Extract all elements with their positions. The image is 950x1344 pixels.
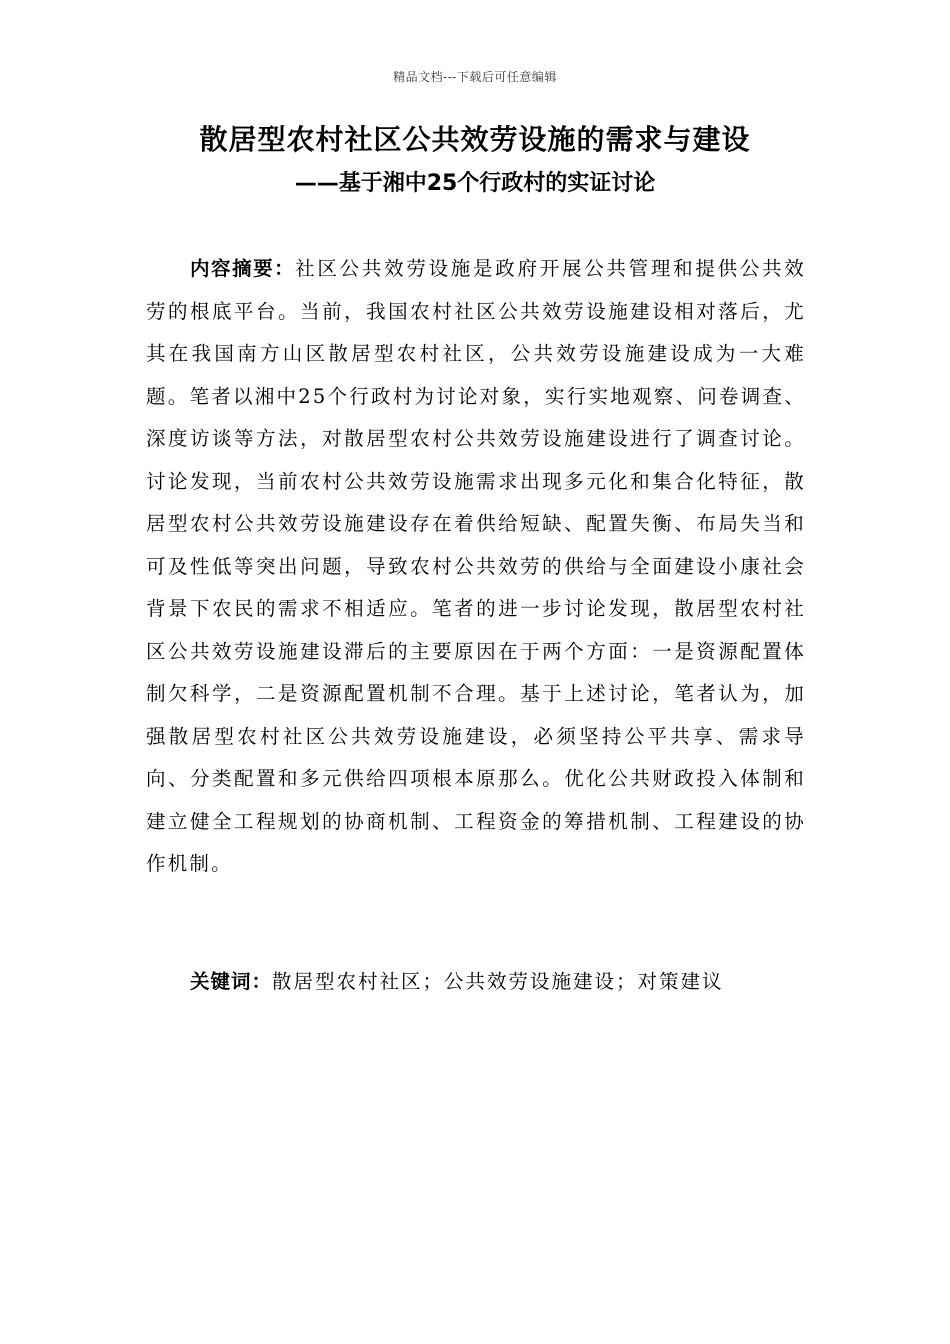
abstract-text: 社区公共效劳设施是政府开展公共管理和提供公共效劳的根底平台。当前，我国农村社区公共效劳设施建设相对落后，尤其在我国南方山区散居型农村社区，公共效劳设施建设成为一大难题。笔者以湘中25个行政村为讨论对象，实行实地观察、问卷调查、深度访谈等方法，对散居型农村公共效劳设施建设进行了调查讨论。讨论发现，当前农村公共效劳设施需求出现多元化和集合化特征，散居型农村公共效劳设施建设存在着供给短缺、配置失衡、布局失当和可及性低等突出问题，导致农村公共效劳的供给与全面建设小康社会背景下农民的需求不相适应。笔者的进一步讨论发现，散居型农村社区公共效劳设施建设滞后的主要原因在于两个方面：一是资源配置体制欠科学，二是资源配置机制不合理。基于上述讨论，笔者认为，加强散居型农村社区公共效劳设施建设，必须坚持公平共享、需求导向、分类配置和多元供给四项根本原那么。优化公共财政投入体制和建立健全工程规划的协商机制、工程资金的筹措机制、工程建设的协作机制。	[146, 257, 806, 875]
abstract-label: 内容摘要：	[190, 257, 296, 280]
keywords-text: 散居型农村社区；公共效劳设施建设；对策建议	[272, 970, 724, 993]
header-note: 精品文档---下载后可任意编辑	[393, 70, 557, 84]
abstract-paragraph	[146, 248, 806, 886]
document-title: 散居型农村社区公共效劳设施的需求与建设	[199, 123, 751, 156]
keywords-line	[190, 962, 810, 1002]
document-subtitle: ——基于湘中25个行政村的实证讨论	[294, 171, 656, 196]
keywords-label: 关键词：	[190, 970, 273, 993]
